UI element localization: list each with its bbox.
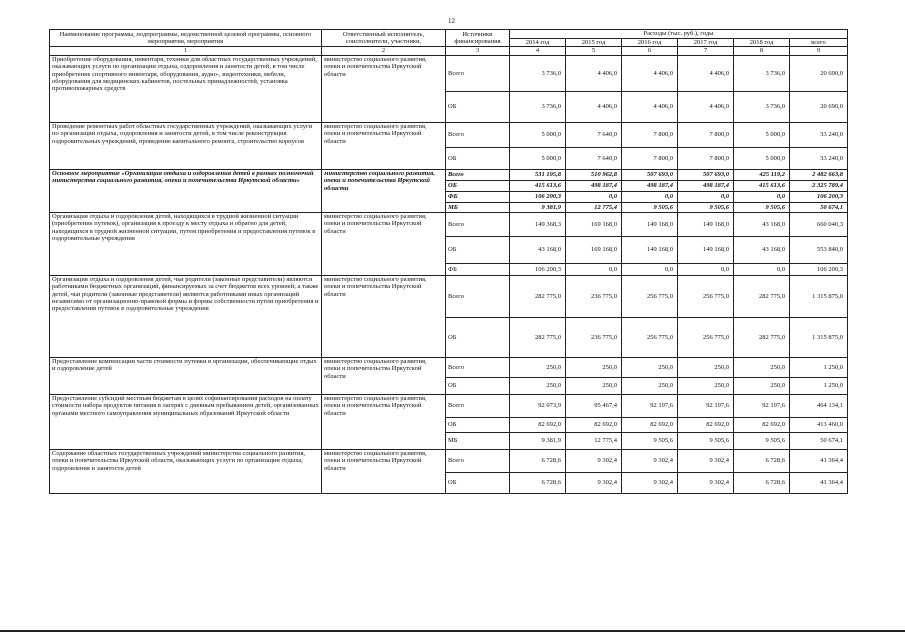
page-number: 12 — [448, 17, 455, 25]
expense-value: 9 302,4 — [678, 472, 734, 493]
expense-value: 4 406,0 — [622, 55, 678, 91]
funding-source: ОБ — [446, 180, 510, 191]
expense-value: 250,0 — [622, 357, 678, 377]
expense-value: 169 168,0 — [566, 212, 622, 236]
table-row — [50, 394, 848, 417]
table-row — [50, 449, 848, 472]
expense-value: 0,0 — [566, 191, 622, 202]
expense-value: 0,0 — [622, 191, 678, 202]
funding-source: Всего — [446, 212, 510, 236]
expense-value: 7 640,0 — [566, 122, 622, 147]
expense-value: 12 775,4 — [566, 432, 622, 449]
expense-value: 531 195,8 — [510, 169, 566, 180]
expense-value: 0,0 — [734, 263, 790, 275]
expense-value: 43 168,0 — [734, 236, 790, 263]
expense-value: 256 775,0 — [678, 275, 734, 317]
expense-value: 5 000,0 — [734, 147, 790, 169]
expense-value: 250,0 — [678, 377, 734, 394]
expense-value: 498 187,4 — [678, 180, 734, 191]
funding-source: ОБ — [446, 377, 510, 394]
expense-value: 7 640,0 — [566, 147, 622, 169]
expense-total: 50 674,1 — [790, 202, 848, 212]
expense-value: 282 775,0 — [510, 275, 566, 317]
header-executor: Ответственный исполнитель, соисполнители, участники, — [322, 30, 446, 47]
expense-total: 41 364,4 — [790, 449, 848, 472]
expense-value: 82 692,0 — [734, 417, 790, 432]
expense-total: 1 315 875,0 — [790, 317, 848, 357]
executor: министерство социального развития, опеки и попечительства Иркутской области — [322, 212, 446, 275]
expense-value: 5 000,0 — [510, 147, 566, 169]
expense-value: 4 406,0 — [566, 91, 622, 122]
expense-value: 0,0 — [622, 263, 678, 275]
expense-value: 4 406,0 — [678, 91, 734, 122]
expense-value: 256 775,0 — [622, 275, 678, 317]
expense-value: 9 505,6 — [622, 432, 678, 449]
expense-value: 507 693,0 — [622, 169, 678, 180]
expense-value: 149 168,0 — [622, 212, 678, 236]
activity-name: Приобретение оборудования, инвентаря, техники для областных государственных учреждений, оказывающих услуги по организации отдыха, оздоровления и занятости детей, в том числе приобретение спортивного инвентаря, оборудования, аудио-, видеотехники, мебели, оборудования для медицинских кабинетов, постельных принадлежностей, установка противопожарных средств — [50, 55, 322, 122]
expense-value: 169 168,0 — [566, 236, 622, 263]
expense-value: 415 613,6 — [734, 180, 790, 191]
funding-source: ОБ — [446, 147, 510, 169]
header-year: 2015 год — [566, 39, 622, 47]
expense-value: 250,0 — [678, 357, 734, 377]
funding-source: Всего — [446, 55, 510, 91]
funding-source: Всего — [446, 275, 510, 317]
expense-value: 3 736,0 — [510, 91, 566, 122]
expense-total: 106 200,3 — [790, 191, 848, 202]
activity-name: Проведение ремонтных работ областных государственных учреждений, оказывающих услуги по организации отдыха, оздоровления и занятости детей, в том числе реконструкция оздоровительных учреждений, проведение капитального ремонта, строительство корпусов — [50, 122, 322, 169]
expense-value: 149 168,0 — [622, 236, 678, 263]
funding-source: ОБ — [446, 472, 510, 493]
expense-value: 4 406,0 — [566, 55, 622, 91]
header-index: 9 — [790, 47, 848, 55]
expense-value: 149 368,3 — [510, 212, 566, 236]
expense-value: 9 505,6 — [734, 202, 790, 212]
expense-value: 6 728,6 — [734, 449, 790, 472]
funding-source: ОБ — [446, 236, 510, 263]
page-bottom-edge — [0, 630, 905, 632]
header-year: 2016 год — [622, 39, 678, 47]
expense-value: 9 302,4 — [622, 472, 678, 493]
header-index: 7 — [678, 47, 734, 55]
table-row — [50, 275, 848, 317]
expense-value: 5 000,0 — [510, 122, 566, 147]
expense-value: 106 200,3 — [510, 191, 566, 202]
executor: министерство социального развития, опеки и попечительства Иркутской области — [322, 169, 446, 212]
executor: министерство социального развития, опеки и попечительства Иркутской области — [322, 357, 446, 394]
expense-total: 464 134,1 — [790, 394, 848, 417]
funding-source: МБ — [446, 432, 510, 449]
activity-name: Организация отдыха и оздоровления детей, находящихся в трудной жизненной ситуации (приобретение путевок), организация к проезду к месту отдыха и обратно для детей, находящихся в трудной жизненной ситуации, путем приобретения и предоставления путевок в оздоровительные учреждения — [50, 212, 322, 275]
expense-value: 256 775,0 — [622, 317, 678, 357]
expense-value: 236 775,0 — [566, 317, 622, 357]
expense-value: 3 736,0 — [734, 91, 790, 122]
expense-value: 9 505,6 — [678, 432, 734, 449]
expense-value: 5 000,0 — [734, 122, 790, 147]
expense-value: 0,0 — [678, 191, 734, 202]
funding-source: ФБ — [446, 191, 510, 202]
funding-source: ОБ — [446, 417, 510, 432]
expense-value: 7 800,0 — [622, 122, 678, 147]
expense-value: 0,0 — [734, 191, 790, 202]
expense-value: 82 692,0 — [566, 417, 622, 432]
expense-value: 95 467,4 — [566, 394, 622, 417]
funding-source: Всего — [446, 449, 510, 472]
expense-value: 282 775,0 — [734, 317, 790, 357]
expense-value: 250,0 — [734, 357, 790, 377]
expense-value: 415 613,6 — [510, 180, 566, 191]
expense-value: 6 728,6 — [734, 472, 790, 493]
expense-total: 106 200,3 — [790, 263, 848, 275]
expense-value: 9 302,4 — [566, 449, 622, 472]
expense-total: 20 690,0 — [790, 91, 848, 122]
expense-value: 43 168,0 — [510, 236, 566, 263]
header-year: 2014 год — [510, 39, 566, 47]
expense-total: 660 040,3 — [790, 212, 848, 236]
expense-value: 250,0 — [510, 357, 566, 377]
expense-value: 250,0 — [566, 377, 622, 394]
expense-value: 4 406,0 — [622, 91, 678, 122]
executor: министерство социального развития, опеки и попечительства Иркутской области — [322, 394, 446, 449]
funding-source: Всего — [446, 357, 510, 377]
expense-value: 9 302,4 — [678, 449, 734, 472]
funding-source: ФБ — [446, 263, 510, 275]
activity-name: Организация отдыха и оздоровления детей, чьи родители (законные представители) являются работниками бюджетных организаций, финансируемых за счет бюджетов всех уровней; а также детей, чьи родители (законные представители) являются работниками иных организаций независимо от организационно-правовой формы и формы собственности путем приобретения и предоставления путевок в оздоровительные учреждения — [50, 275, 322, 357]
header-expenses: Расходы (тыс. руб.), годы — [510, 30, 848, 39]
funding-source: Всего — [446, 169, 510, 180]
expense-value: 9 505,6 — [734, 432, 790, 449]
expense-value: 3 736,0 — [510, 55, 566, 91]
header-index: 5 — [566, 47, 622, 55]
expense-total: 1 250,0 — [790, 377, 848, 394]
expense-total: 413 460,0 — [790, 417, 848, 432]
expense-value: 0,0 — [566, 263, 622, 275]
header-index: 1 — [50, 47, 322, 55]
table-row — [50, 212, 848, 236]
header-index: 4 — [510, 47, 566, 55]
expense-total: 50 674,1 — [790, 432, 848, 449]
expense-total: 33 240,0 — [790, 122, 848, 147]
expense-value: 7 800,0 — [678, 122, 734, 147]
expense-total: 41 364,4 — [790, 472, 848, 493]
expense-value: 256 775,0 — [678, 317, 734, 357]
expense-value: 7 800,0 — [678, 147, 734, 169]
funding-source: Всего — [446, 394, 510, 417]
expense-value: 92 073,9 — [510, 394, 566, 417]
expense-value: 498 187,4 — [622, 180, 678, 191]
expense-value: 9 302,4 — [566, 472, 622, 493]
executor: министерство социального развития, опеки и попечительства Иркутской области — [322, 275, 446, 357]
activity-name: Предоставление субсидий местным бюджетам в целях софинансирования расходов на оплату стоимости набора продуктов питания в лагерях с дневным пребыванием детей, организованных органами местного самоуправления муниципальных образований Иркутской области — [50, 394, 322, 449]
expense-value: 498 187,4 — [566, 180, 622, 191]
expense-value: 510 962,8 — [566, 169, 622, 180]
header-name: Наименование программы, подпрограммы, ведомственной целевой программы, основного мероприятия, мероприятия — [50, 30, 322, 47]
header-year: 2018 год — [734, 39, 790, 47]
expense-value: 92 197,6 — [622, 394, 678, 417]
budget-table — [49, 29, 848, 494]
expense-value: 149 168,0 — [678, 236, 734, 263]
expense-value: 9 381,9 — [510, 202, 566, 212]
executor: министерство социального развития, опеки и попечительства Иркутской области — [322, 449, 446, 493]
expense-value: 9 505,6 — [622, 202, 678, 212]
funding-source: ОБ — [446, 91, 510, 122]
expense-value: 250,0 — [510, 377, 566, 394]
expense-value: 12 775,4 — [566, 202, 622, 212]
expense-value: 236 775,0 — [566, 275, 622, 317]
expense-total: 553 840,0 — [790, 236, 848, 263]
expense-value: 9 505,6 — [678, 202, 734, 212]
expense-value: 6 728,6 — [510, 449, 566, 472]
expense-value: 82 692,0 — [510, 417, 566, 432]
expense-value: 92 197,6 — [678, 394, 734, 417]
expense-value: 82 692,0 — [622, 417, 678, 432]
header-index: 3 — [446, 47, 510, 55]
expense-value: 3 736,0 — [734, 55, 790, 91]
executor: министерство социального развития, опеки и попечительства Иркутской области — [322, 55, 446, 122]
header-year: всего — [790, 39, 848, 47]
expense-value: 9 302,4 — [622, 449, 678, 472]
table-row — [50, 122, 848, 147]
expense-value: 250,0 — [734, 377, 790, 394]
expense-value: 106 200,3 — [510, 263, 566, 275]
funding-source: Всего — [446, 122, 510, 147]
expense-value: 250,0 — [566, 357, 622, 377]
expense-total: 20 690,0 — [790, 55, 848, 91]
expense-value: 149 168,0 — [678, 212, 734, 236]
expense-total: 1 250,0 — [790, 357, 848, 377]
expense-value: 250,0 — [622, 377, 678, 394]
header-index: 6 — [622, 47, 678, 55]
expense-value: 6 728,6 — [510, 472, 566, 493]
expense-value: 43 168,0 — [734, 212, 790, 236]
expense-value: 82 692,0 — [678, 417, 734, 432]
expense-total: 2 482 663,8 — [790, 169, 848, 180]
activity-name: Предоставление компенсации части стоимости путевки в организации, обеспечивающие отдых и оздоровление детей — [50, 357, 322, 394]
expense-value: 92 197,6 — [734, 394, 790, 417]
expense-total: 1 315 875,0 — [790, 275, 848, 317]
expense-total: 2 325 789,4 — [790, 180, 848, 191]
header-source: Источники финансирования — [446, 30, 510, 47]
executor: министерство социального развития, опеки и попечительства Иркутской области — [322, 122, 446, 169]
expense-value: 0,0 — [678, 263, 734, 275]
header-index: 2 — [322, 47, 446, 55]
expense-value: 282 775,0 — [510, 317, 566, 357]
funding-source: ОБ — [446, 317, 510, 357]
expense-value: 282 775,0 — [734, 275, 790, 317]
table-row — [50, 169, 848, 180]
expense-value: 4 406,0 — [678, 55, 734, 91]
table-row — [50, 357, 848, 377]
activity-name: Основное мероприятие «Организация отдыха и оздоровления детей в рамках полномочий министерства социального развития, опеки и попечительства Иркутской области» — [50, 169, 322, 212]
expense-value: 9 381,9 — [510, 432, 566, 449]
expense-value: 425 119,2 — [734, 169, 790, 180]
expense-value: 507 693,0 — [678, 169, 734, 180]
table-row — [50, 55, 848, 91]
header-index: 8 — [734, 47, 790, 55]
funding-source: МБ — [446, 202, 510, 212]
expense-value: 7 800,0 — [622, 147, 678, 169]
activity-name: Содержание областных государственных учреждений министерства социального развития, опеки и попечительства Иркутской области, оказывающих услуги по организации отдыха, оздоровления и занятости детей — [50, 449, 322, 493]
header-year: 2017 год — [678, 39, 734, 47]
expense-total: 33 240,0 — [790, 147, 848, 169]
